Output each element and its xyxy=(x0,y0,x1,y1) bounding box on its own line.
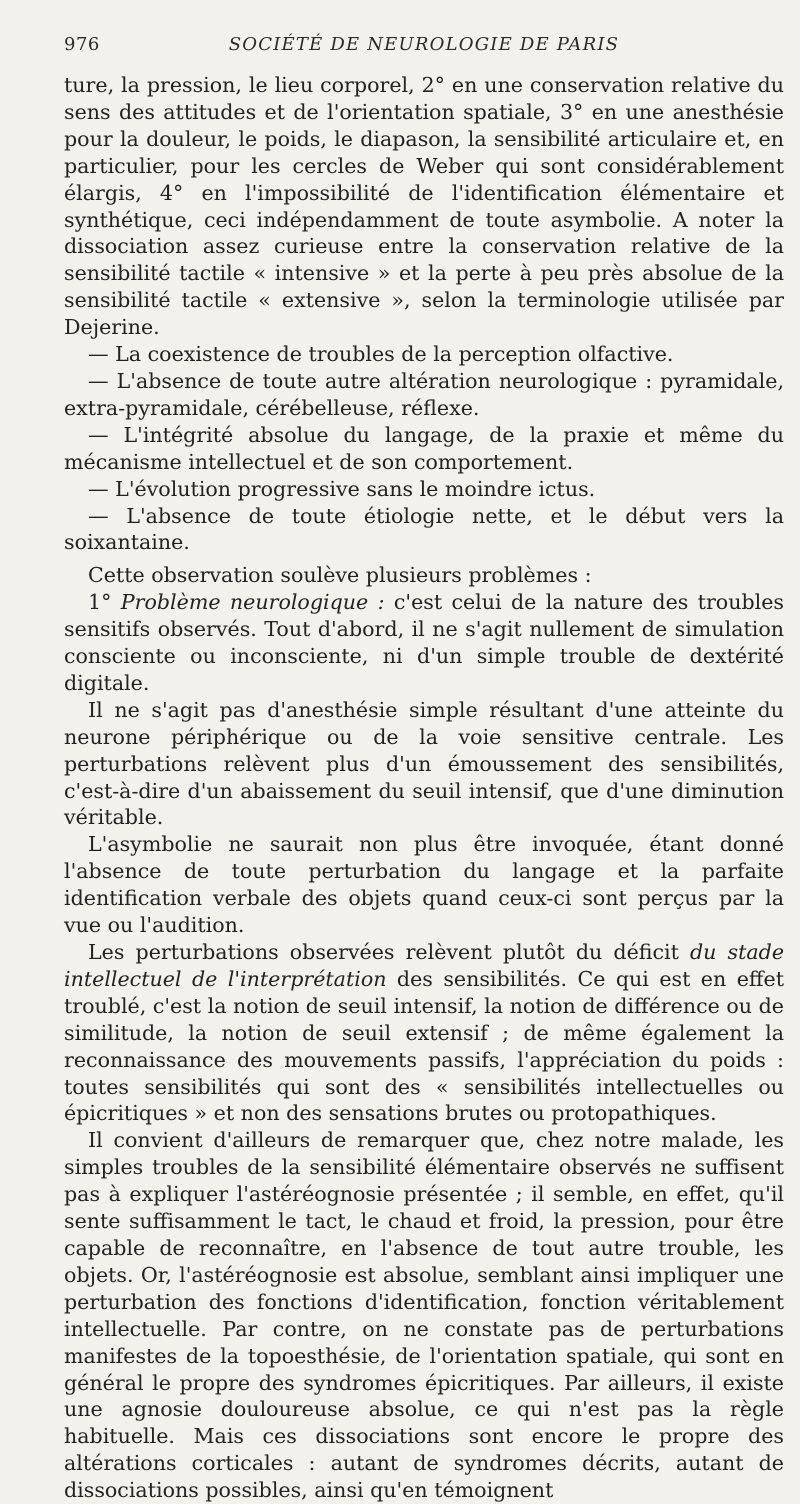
paragraph-perturbations xyxy=(64,939,784,1127)
page-header xyxy=(64,34,784,62)
list-item-language: — L'intégrité absolue du langage, de la praxie et même du mécanisme intellectuel et de son comportement. xyxy=(64,422,784,474)
problem-number: 1° xyxy=(88,590,112,615)
list-item-neurologic: — L'absence de toute autre altération neurologique : pyramidale, extra-pyramidale, cérébelleuse, réflexe. xyxy=(64,368,784,420)
paragraph-remark: Il convient d'ailleurs de remarquer que, chez notre malade, les simples troubles de la sensibilité élémentaire observés ne suffisent pas à expliquer l'astéréognosie présentée ; il semble, en effet, qu'il sente suffisamment le tact, le chaud et froid, la pression, pour être capable de reconnaître, en l'absence de tout autre trouble, les objets. Or, l'astéréognosie est absolue, semblant ainsi impliquer une perturbation des fonctions d'identification, fonction véritablement intellectuelle. Par contre, on ne constate pas de perturbations manifestes de la topoesthésie, de l'orientation spatiale, qui sont en général le propre des syndromes épicritiques. Par ailleurs, il existe une agnosie douloureuse absolue, ce qui n'est pas la règle habituelle. Mais ces dissociations sont encore le propre des altérations corticales : autant de syndromes décrits, autant de dissociations possibles, ainsi qu'en témoignent xyxy=(64,1128,784,1503)
problem-title: Problème neurologique : xyxy=(120,590,385,615)
body-text xyxy=(64,72,784,1504)
page-number: 976 xyxy=(64,34,100,55)
paragraph-asymbolia: L'asymbolie ne saurait non plus être invoquée, étant donné l'absence de toute perturbation du langage et la parfaite identification verbale des objets quand ceux-ci sont perçus par la vue ou l'audition. xyxy=(64,832,784,938)
perturbations-rest: des sensibilités. Ce qui est en effet troublé, c'est la notion de seuil intensif, la notion de différence ou de similitude, la notion de seuil extensif ; de même également la reconnaissance des mouvements passifs, l'appréciation du poids : toutes sensibilités qui sont des « sensibilités intellectuelles ou épicritiques » et non des sensations brutes ou protopathiques. xyxy=(64,966,784,1126)
list-item-etiology: — L'absence de toute étiologie nette, et le début vers la soixantaine. xyxy=(64,503,784,555)
list-item-olfactive: — La coexistence de troubles de la perception olfactive. xyxy=(88,342,674,367)
perturbations-lead: Les perturbations observées relèvent plutôt du déficit xyxy=(88,940,690,964)
running-head: SOCIÉTÉ DE NEUROLOGIE DE PARIS xyxy=(228,34,620,55)
paragraph-problem-neurologic xyxy=(64,589,784,697)
paragraph-continued: ture, la pression, le lieu corporel, 2° en une conservation relative du sens des attitudes et de l'orientation spatiale, 3° en une anesthésie pour la douleur, le poids, le diapason, la sensibilité articulaire et, en particulier, pour les cercles de Weber qui sont considérablement élargis, 4° en l'impossibilité de l'identification élémentaire et synthétique, ceci indépendamment de toute asymbolie. A noter la dissociation assez curieuse entre la conservation relative de la sensibilité tactile « intensive » et la perte à peu près absolue de la sensibilité tactile « extensive », selon la terminologie utilisée par Dejerine. xyxy=(64,73,784,340)
perturbations-emphasis: du stade intellectuel de l'interprétation xyxy=(64,940,784,991)
paragraph-anesthesia: Il ne s'agit pas d'anesthésie simple résultant d'une atteinte du neurone périphérique ou de la voie sensitive centrale. Les perturbations relèvent plus d'un émoussement des sensibilités, c'est-à-dire d'un abaissement du seuil intensif, que d'une diminution véritable. xyxy=(64,697,784,830)
problem-text: c'est celui de la nature des troubles sensitifs observés. Tout d'abord, il ne s'agit nullement de simulation consciente ou inconsciente, ni d'un simple trouble de dextérité digitale. xyxy=(64,590,784,695)
paragraph-problems-intro: Cette observation soulève plusieurs problèmes : xyxy=(88,563,592,588)
list-item-evolution: — L'évolution progressive sans le moindre ictus. xyxy=(88,476,596,501)
